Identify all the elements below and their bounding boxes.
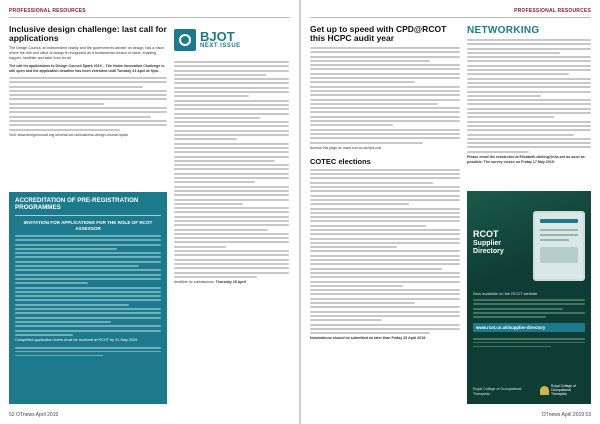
bjot-title: BJOT xyxy=(200,29,235,44)
cotec-body xyxy=(310,169,460,334)
rcot-logo xyxy=(540,384,585,396)
left-header-rule xyxy=(9,17,290,18)
bjot-body xyxy=(174,61,289,278)
ad-title: Supplier Directory xyxy=(473,240,504,255)
accreditation-deadline: Completed application forms must be received at RCOT by 31 May 2019. xyxy=(15,338,139,343)
accreditation-footnote xyxy=(15,347,161,356)
inclusive-design-article xyxy=(9,25,167,138)
ad-url[interactable]: www.rcot.co.uk/supplier-directory xyxy=(473,323,585,332)
article-body-filler xyxy=(9,77,167,131)
left-page xyxy=(0,0,299,424)
networking-column xyxy=(467,25,591,396)
bjot-deadline-date: Thursday 25 April xyxy=(215,280,246,285)
left-page-header: PROFESSIONAL RESOURCES xyxy=(9,8,86,14)
ad-hero xyxy=(467,191,591,286)
cpd-link[interactable]: Access this page at: www.rcot.co.uk/cpd-rcot xyxy=(310,145,382,150)
bjot-deadline-label: deadline for submissions xyxy=(174,280,214,285)
left-page-footer: 52 OTnews April 2019 xyxy=(9,412,59,418)
bjot-logo-icon xyxy=(174,29,196,51)
networking-title: NETWORKING xyxy=(467,25,540,36)
article-lead: The Design Council, an independent charity and the government's adviser on design, has a vision where the role and value of design is recognised as a fundamental creator of value, enabling happier, healthier and safer lives for all. xyxy=(9,46,165,60)
cpd-article xyxy=(310,25,460,341)
right-page-footer: OTnews April 2019 53 xyxy=(541,412,591,418)
ad-copy xyxy=(473,291,585,350)
right-page-header: PROFESSIONAL RESOURCES xyxy=(514,8,591,14)
article-title: Inclusive design challenge: last call for applications xyxy=(9,24,167,43)
supplier-directory-ad[interactable] xyxy=(467,191,591,404)
bjot-subtitle: NEXT ISSUE xyxy=(200,43,241,49)
accreditation-divider xyxy=(15,215,161,216)
cotec-title: COTEC elections xyxy=(310,156,371,166)
cpd-title: Get up to speed with CPD@RCOT this HCPC audit year xyxy=(310,24,447,43)
accreditation-body xyxy=(15,235,161,336)
cpd-body xyxy=(310,47,460,144)
ad-body xyxy=(473,299,585,318)
accreditation-subtitle: INVITATION FOR APPLICATIONS FOR THE ROLE OF RCOT ASSESSOR xyxy=(23,220,153,231)
tablet-illustration xyxy=(533,211,585,281)
accreditation-title: ACCREDITATION OF PRE-REGISTRATION PROGRAMMES xyxy=(15,197,139,211)
article-link[interactable]: Visit: www.designcouncil.org.uk/what-we-do/business-design-council-spark xyxy=(9,132,128,137)
cotec-deadline: Nominations should be submitted no later than Friday 26 April 2019. xyxy=(310,336,427,341)
rcot-logo-text: Royal College of Occupational Therapists xyxy=(551,384,576,396)
rcot-crest-icon xyxy=(540,386,549,395)
right-page xyxy=(301,0,600,424)
bjot-column xyxy=(174,25,289,285)
networking-body xyxy=(467,39,591,153)
ad-brand: RCOT xyxy=(473,229,499,239)
right-header-rule xyxy=(310,17,591,18)
accreditation-box xyxy=(9,192,167,404)
bjot-masthead xyxy=(174,25,289,55)
networking-deadline: Please email the researcher at Elizabeth.whiting@nhs.net as soon as possible. The survey closes on Friday 17 May 2019. xyxy=(467,155,585,165)
ad-line1: Now available on the RCOT website xyxy=(473,291,538,296)
ad-footer-text: Royal College of Occupational Therapists xyxy=(473,387,522,396)
ad-footer xyxy=(473,384,585,396)
ad-footer-body xyxy=(473,338,585,347)
article-deadline: The call for applications to Design Council Spark 2019 – The Home Innovation Challenge is still open and the application deadline has been extended until Tuesday 23 April at 5pm. xyxy=(9,64,165,73)
bjot-deadline: deadline for submissions: Thursday 25 April xyxy=(174,280,246,285)
